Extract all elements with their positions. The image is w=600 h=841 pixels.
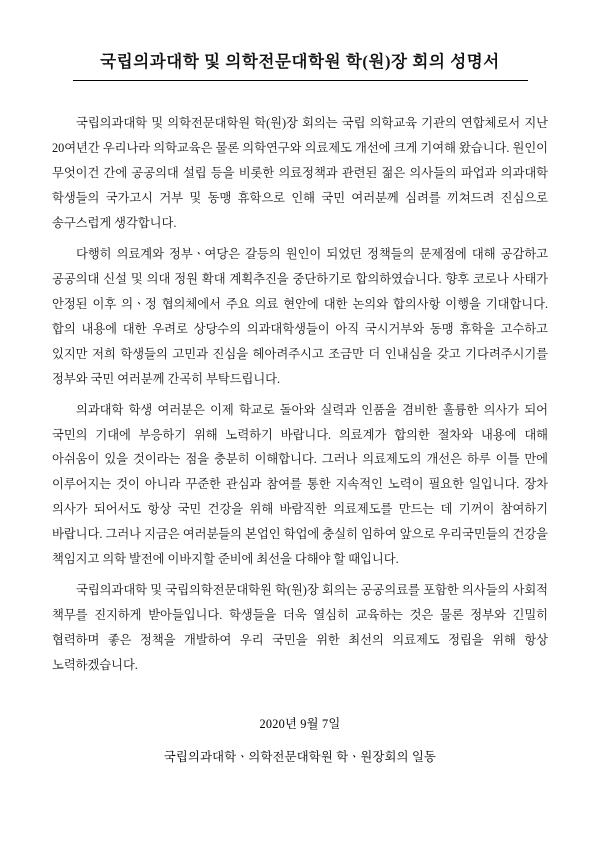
paragraph: 국립의과대학 및 의학전문대학원 학(원)장 회의는 국립 의학교육 기관의 연합체로서 지난 20여년간 우리나라 의학교육은 물론 의학연구와 의료제도 개선에 크게 기여해 왔습니다. 원인이 무엇이건 간에 공공의대 설립 등을 비롯한 의료정책과 관련된 젊은 의사들의 파업과 의과대학 학생들의 국가고시 거부 및 동맹 휴학으로 인해 국민 여러분께 심려를 끼쳐드려 진심으로 송구스럽게 생각합니다. <box>52 116 548 230</box>
paragraph: 의과대학 학생 여러분은 이제 학교로 돌아와 실력과 인품을 겸비한 훌륭한 의사가 되어 국민의 기대에 부응하기 위해 노력하기 바랍니다. 의료계가 합의한 절차와 내용에 대해 아쉬움이 있을 것이라는 점을 충분히 이해합니다. 그러나 의료제도의 개선은 하루 이틀 만에 이루어지는 것이 아니라 꾸준한 관심과 참여를 통한 지속적인 노력이 필요한 일입니다. 장차 의사가 되어서도 항상 국민 건강을 위해 바람직한 의료제도를 만드는 데 기꺼이 참여하기 바랍니다. 그러나 지금은 여러분들의 본업인 학업에 충실히 임하여 앞으로 우리국민들의 건강을 책임지고 의학 발전에 이바지할 준비에 최선을 다해야 할 때입니다. <box>52 402 548 567</box>
document-body <box>52 111 548 678</box>
paragraph: 다행히 의료계와 정부ㆍ여당은 갈등의 원인이 되었던 정책들의 문제점에 대해 공감하고 공공의대 신설 및 의대 정원 확대 계획추진을 중단하기로 합의하였습니다. 향후 코로나 사태가 안정된 이후 의ㆍ정 협의체에서 주요 의료 현안에 대한 논의와 합의사항 이행을 기대합니다. 합의 내용에 대한 우려로 상당수의 의과대학생들이 아직 국시거부와 동맹 휴학을 고수하고 있지만 저희 학생들의 고민과 진심을 헤아려주시고 조금만 더 인내심을 갖고 기다려주시기를 정부와 국민 여러분께 간곡히 부탁드립니다. <box>52 246 548 386</box>
signature-block <box>52 712 548 769</box>
title-underline <box>73 80 528 81</box>
signature-date: 2020년 9월 7일 <box>259 717 341 732</box>
paragraph: 국립의과대학 및 국립의학전문대학원 학(원)장 회의는 공공의료를 포함한 의사들의 사회적 책무를 진지하게 받아들입니다. 학생들을 더욱 열심히 교육하는 것은 물론 정부와 긴밀히 협력하며 좋은 정책을 개발하여 우리 국민을 위한 최선의 의료제도 정립을 위해 항상 노력하겠습니다. <box>52 583 548 673</box>
page-title: 국립의과대학 및 의학전문대학원 학(원)장 회의 성명서 <box>100 52 500 71</box>
signature-author: 국립의과대학ㆍ의학전문대학원 학ㆍ원장회의 일동 <box>163 749 437 764</box>
